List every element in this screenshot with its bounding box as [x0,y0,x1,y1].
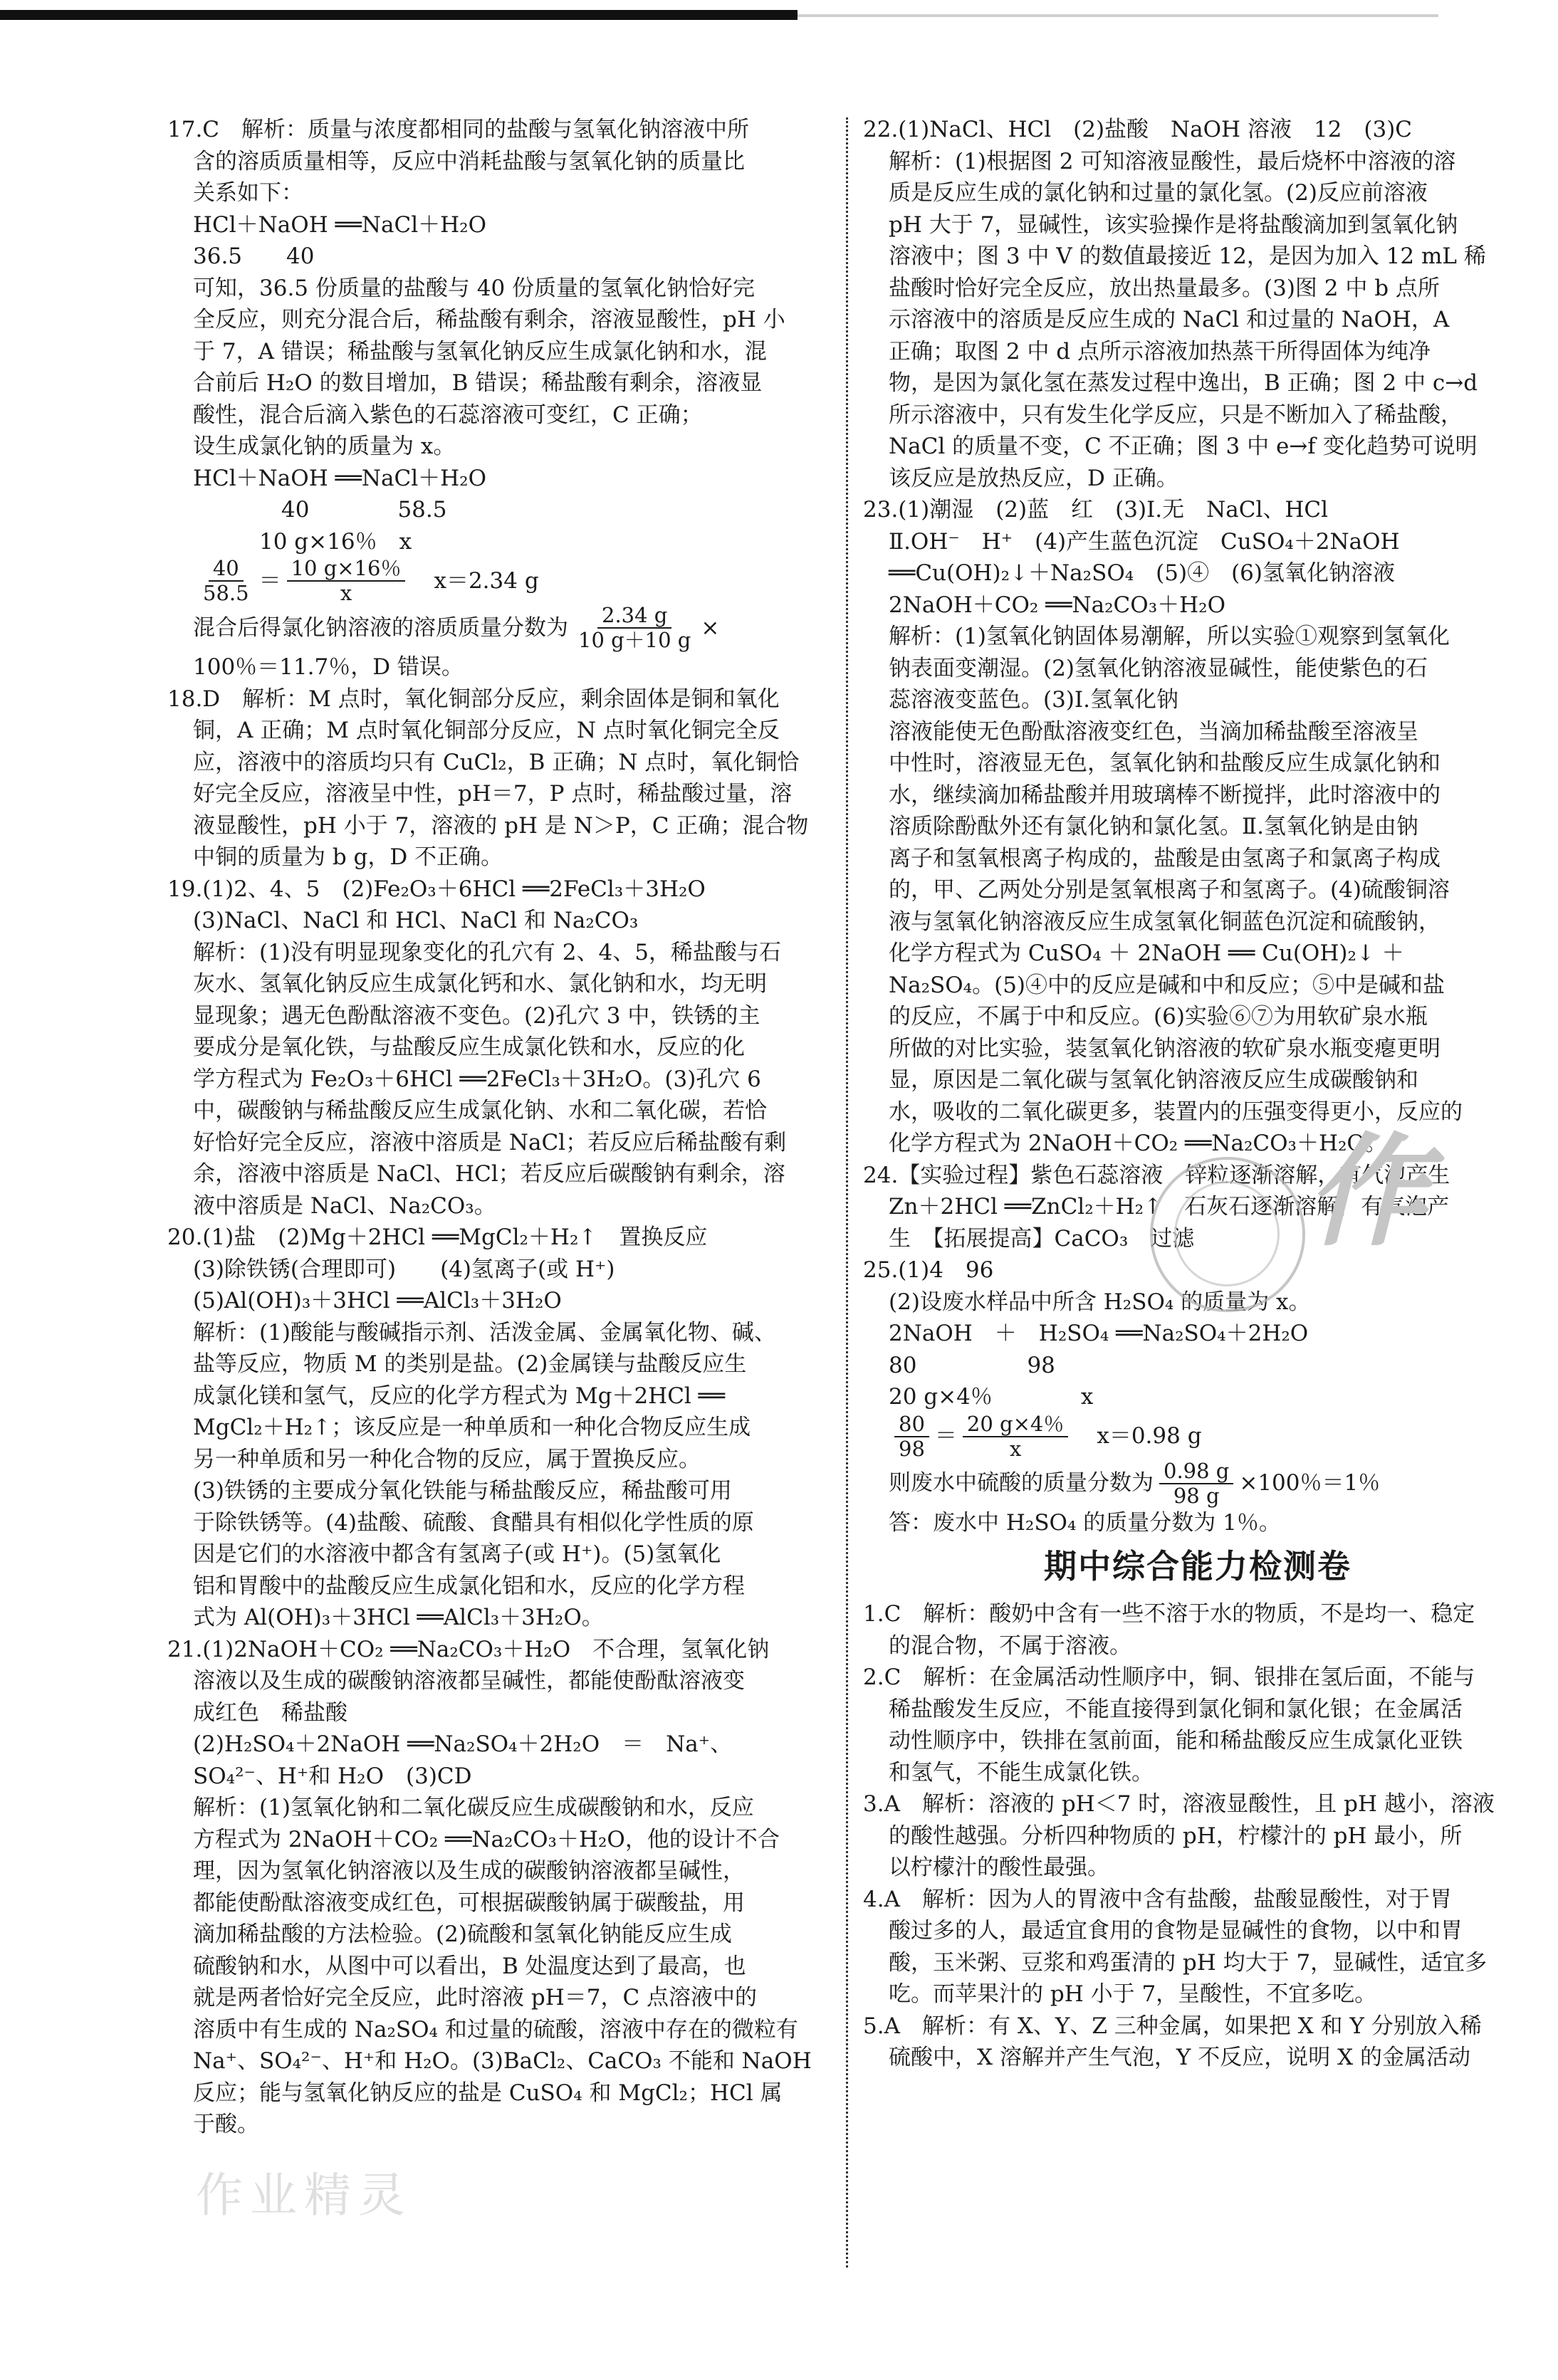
q19-line: 显现象；遇无色酚酞溶液不变色。(2)孔穴 3 中，铁锈的主 [193,1002,760,1029]
q22-line: 物，是因为氯化氢在蒸发过程中逸出，B 正确；图 2 中 c→d [889,370,1478,396]
watermark-seal-icon [1150,1157,1305,1312]
q17-line: 含的溶质质量相等，反应中消耗盐酸与氢氧化钠的质量比 [193,148,745,174]
q17-equation: HCl＋NaOH ══NaCl＋H₂O [193,465,487,491]
q20-line: MgCl₂＋H₂↑；该反应是一种单质和一种化合物反应生成 [193,1415,751,1440]
q17-line: 合前后 H₂O 的数目增加，B 错误；稀盐酸有剩余，溶液显 [193,370,763,396]
q17-line: 36.5 40 [193,243,315,269]
q23-line: 水，继续滴加稀盐酸并用玻璃棒不断搅拌，此时溶液中的 [889,782,1441,808]
fraction [963,1412,1068,1461]
equals-sign: ＝ [258,567,281,594]
exam-q3-line: 以柠檬汁的酸性最强。 [889,1855,1109,1880]
q23-line: 钠表面变潮湿。(2)氢氧化钠溶液显碱性，能使紫色的石 [889,655,1428,681]
q19-line: 中，碳酸钠与稀盐酸反应生成氯化钠、水和二氧化碳，若恰 [193,1098,767,1123]
q22-line: 示溶液中的溶质是反应生成的 NaCl 和过量的 NaOH，A [889,307,1450,332]
q23-line: 的反应，不属于中和反应。(6)实验⑥⑦为用软矿泉水瓶 [889,1004,1428,1029]
q21-line: 21.(1)2NaOH＋CO₂ ══Na₂CO₃＋H₂O 不合理，氢氧化钠 [167,1636,770,1662]
q23-line: 所做的对比实验，装氢氧化钠溶液的软矿泉水瓶变瘪更明 [889,1035,1441,1061]
exam-q2-line: 稀盐酸发生反应，不能直接得到氯化铜和氯化银；在金属活 [889,1696,1463,1722]
q20-line: 盐等反应，物质 M 的类别是盐。(2)金属镁与盐酸反应生 [193,1351,747,1377]
q17-line: 17.C 解析：质量与浓度都相同的盐酸与氢氧化钠溶液中所 [167,117,750,142]
q18-line: 铜，A 正确；M 点时氧化铜部分反应，N 点时氧化铜完全反 [193,718,780,743]
q21-line: (2)H₂SO₄＋2NaOH ══Na₂SO₄＋2H₂O ＝ Na⁺、 [193,1731,733,1757]
q20-line: (3)铁锈的主要成分氧化铁能与稀盐酸反应，稀盐酸可用 [193,1478,732,1504]
fraction-numerator: 2.34 g [597,604,671,629]
q19-line: 余，溶液中溶质是 NaCl、HCl；若反应后碳酸钠有剩余，溶 [193,1161,785,1187]
result-text: x＝2.34 g [434,567,539,594]
q20-line: 另一种单质和另一种化合物的反应，属于置换反应。 [193,1446,701,1472]
top-border-thick [0,10,798,20]
q22-line: 盐酸时恰好完全反应，放出热量最多。(3)图 2 中 b 点所 [889,275,1440,301]
q19-line: 灰水、氢氧化钠反应生成氯化钙和水、氯化钠和水，均无明 [193,971,767,997]
q25-line: 20 g×4％ x [889,1384,1094,1410]
q23-line: 化学方程式为 2NaOH＋CO₂ ══Na₂CO₃＋H₂O。 [889,1131,1387,1156]
exam-q2-line: 动性顺序中，铁排在氢前面，能和稀盐酸反应生成氯化亚铁 [889,1728,1463,1753]
q21-line: 理，因为氢氧化钠溶液以及生成的碳酸钠溶液都呈碱性， [193,1858,745,1884]
mass-fraction-row [863,1460,1532,1507]
mass-fraction-suffix: ×100％＝1％ [1239,1470,1381,1496]
fraction-numerator: 10 g×16％ [287,557,406,582]
q23-line: 溶液能使无色酚酞溶液变红色，当滴加稀盐酸至溶液呈 [889,718,1418,745]
column-divider [846,117,848,2268]
q23-line: 23.(1)潮湿 (2)蓝 红 (3)Ⅰ.无 NaCl、HCl [863,497,1329,523]
fraction [894,1412,929,1461]
exam-q3-line: 的酸性越强。分析四种物质的 pH，柠檬汁的 pH 最小，所 [889,1823,1463,1849]
fraction-denominator: x [1009,1436,1022,1461]
q24-line: Zn＋2HCl ══ZnCl₂＋H₂↑ 石灰石逐渐溶解，有气泡产 [889,1194,1450,1220]
right-column [863,114,1532,2074]
q25-line: (2)设废水样品中所含 H₂SO₄ 的质量为 x。 [889,1289,1311,1315]
q18-line: 液显酸性，pH 小于 7，溶液的 pH 是 N＞P，C 正确；混合物 [193,812,809,839]
q20-line: 因是它们的水溶液中都含有氢离子(或 H⁺)。(5)氢氧化 [193,1541,721,1567]
fraction-denominator: x [340,581,352,605]
q23-line: 中性时，溶液显无色，氢氧化钠和盐酸反应生成氯化钠和 [889,750,1441,776]
proportion-row [863,1413,1532,1460]
q19-line: 学方程式为 Fe₂O₃＋6HCl ══2FeCl₃＋3H₂O。(3)孔穴 6 [193,1066,761,1092]
fraction [1159,1459,1233,1508]
exam-q4-line: 吃。而苹果汁的 pH 小于 7，呈酸性，不宜多吃。 [889,1981,1377,2007]
exam-q1-line: 的混合物，不属于溶液。 [889,1632,1131,1659]
q22-line: 所示溶液中，只有发生化学反应，只是不断加入了稀盐酸， [889,402,1463,428]
exam-q1-line: 1.C 解析：酸奶中含有一些不溶于水的物质，不是均一、稳定 [863,1601,1475,1627]
q23-line: Ⅱ.OH⁻ H⁺ (4)产生蓝色沉淀 CuSO₄＋2NaOH [889,528,1400,555]
q21-line: 溶液以及生成的碳酸钠溶液都呈碱性，都能使酚酞溶液变 [193,1668,745,1694]
q20-line: (5)Al(OH)₃＋3HCl ══AlCl₃＋3H₂O [193,1288,562,1314]
q24-line: 生 【拓展提高】CaCO₃ 过滤 [889,1225,1195,1252]
q17-line: 可知，36.5 份质量的盐酸与 40 份质量的氢氧化钠恰好完 [193,275,756,301]
q20-line: 铝和胃酸中的盐酸反应生成氯化铝和水，反应的化学方程 [193,1573,745,1599]
q23-line: 溶质除酚酞外还有氯化钠和氯化氢。Ⅱ.氢氧化钠是由钠 [889,814,1418,839]
q19-line: 要成分是氧化铁，与盐酸反应生成氯化铁和水，反应的化 [193,1034,745,1060]
q25-answer: 答：废水中 H₂SO₄ 的质量分数为 1％。 [889,1509,1281,1536]
q21-line: 反应；能与氢氧化钠反应的盐是 CuSO₄ 和 MgCl₂；HCl 属 [193,2080,783,2106]
exam-q3-line: 3.A 解析：溶液的 pH＜7 时，溶液显酸性，且 pH 越小，溶液 [863,1791,1495,1817]
q17-line: 酸性，混合后滴入紫色的石蕊溶液可变红，C 正确； [193,402,703,428]
q21-line: 方程式为 2NaOH＋CO₂ ══Na₂CO₃＋H₂O，他的设计不合 [193,1826,780,1852]
result-text: x＝0.98 g [1097,1423,1202,1450]
q21-line: 滴加稀盐酸的方法检验。(2)硫酸和氢氧化钠能反应生成 [193,1922,732,1947]
fraction [287,557,406,605]
q23-line: 显，原因是二氧化碳与氢氧化钠溶液反应生成碳酸钠和 [889,1067,1418,1093]
equals-sign: ＝ [934,1423,957,1450]
times-sign: × [701,614,720,641]
exam-q2-line: 和氢气，不能生成氯化铁。 [889,1759,1154,1786]
fraction-denominator: 58.5 [203,581,249,605]
exam-q4-line: 酸，玉米粥、豆浆和鸡蛋清的 pH 均大于 7，显碱性，适宜多 [889,1949,1488,1976]
q21-line: 硫酸钠和水，从图中可以看出，B 处温度达到了最高，也 [193,1953,746,1979]
q22-line: 质是反应生成的氯化钠和过量的氯化氢。(2)反应前溶液 [889,180,1428,206]
exam-q5-line: 硫酸中，X 溶解并产生气泡，Y 不反应，说明 X 的金属活动 [889,2045,1471,2070]
left-column [167,114,830,2141]
q21-line: 于酸。 [193,2112,259,2137]
mass-fraction-text: 混合后得氯化钠溶液的溶质质量分数为 [193,614,568,641]
q18-line: 中铜的质量为 b g，D 不正确。 [193,844,503,870]
q18-line: 好完全反应，溶液呈中性，pH＝7，P 点时，稀盐酸过量，溶 [193,781,793,807]
q25-line: 80 98 [889,1352,1055,1378]
q23-line: 解析：(1)氢氧化钠固体易潮解，所以实验①观察到氢氧化 [889,624,1450,649]
q19-line: (3)NaCl、NaCl 和 HCl、NaCl 和 Na₂CO₃ [193,908,639,933]
q21-line: Na⁺、SO₄²⁻、H⁺和 H₂O。(3)BaCl₂、CaCO₃ 不能和 NaOH [193,2048,812,2074]
q17-line: 10 g×16％ x [193,528,412,555]
q17-equation: HCl＋NaOH ══NaCl＋H₂O [193,211,487,238]
q22-line: pH 大于 7，显碱性，该实验操作是将盐酸滴加到氢氧化钠 [889,211,1458,238]
q23-line: 化学方程式为 CuSO₄ ＋ 2NaOH ══ Cu(OH)₂↓ ＋ [889,940,1404,966]
q17-line: 40 58.5 [193,497,447,523]
watermark-text: 作业精灵 [196,2168,412,2223]
q23-line: 2NaOH＋CO₂ ══Na₂CO₃＋H₂O [889,592,1225,618]
q17-line: 设生成氯化钠的质量为 x。 [193,434,456,459]
fraction-numerator: 40 [209,557,244,582]
q18-line: 18.D 解析：M 点时，氧化铜部分反应，剩余固体是铜和氧化 [167,686,780,712]
fraction-numerator: 80 [894,1412,929,1437]
fraction-denominator: 98 g [1173,1483,1220,1508]
top-border [0,0,1558,21]
q21-line: 解析：(1)氢氧化钠和二氧化碳反应生成碳酸钠和水，反应 [193,1795,754,1820]
q21-line: SO₄²⁻、H⁺和 H₂O (3)CD [193,1763,472,1789]
fraction [574,604,695,652]
exam-q4-line: 4.A 解析：因为人的胃液中含有盐酸，盐酸显酸性，对于胃 [863,1886,1452,1912]
q19-line: 好恰好完全反应，溶液中溶质是 NaCl；若反应后稀盐酸有剩 [193,1129,787,1155]
q21-line: 溶质中有生成的 Na₂SO₄ 和过量的硫酸，溶液中存在的微粒有 [193,2016,798,2043]
q17-line: 关系如下： [193,180,303,206]
q25-line: 25.(1)4 96 [863,1257,994,1283]
q18-line: 应，溶液中的溶质均只有 CuCl₂，B 正确；N 点时，氧化铜恰 [193,749,800,775]
q22-line: NaCl 的质量不变，C 不正确；图 3 中 e→f 变化趋势可说明 [889,434,1478,459]
q23-line: 液与氢氧化钠溶液反应生成氢氧化铜蓝色沉淀和硫酸钠， [889,908,1441,935]
q20-line: 成氯化镁和氢气，反应的化学方程式为 Mg＋2HCl ══ [193,1383,726,1409]
fraction-numerator: 0.98 g [1159,1459,1233,1484]
q19-line: 19.(1)2、4、5 (2)Fe₂O₃＋6HCl ══2FeCl₃＋3H₂O [167,876,706,902]
q20-line: (3)除铁锈(合理即可) (4)氢离子(或 H⁺) [193,1256,615,1282]
q22-line: 该反应是放热反应，D 正确。 [889,465,1178,491]
watermark-seal-char: 作 [1307,1122,1428,1263]
q17-line: 全反应，则充分混合后，稀盐酸有剩余，溶液显酸性，pH 小 [193,307,785,332]
proportion-row [167,557,830,604]
fraction-denominator: 98 [899,1436,925,1461]
q23-line: 水，吸收的二氧化碳更多，装置内的压强变得更小，反应的 [889,1099,1463,1125]
exam-q2-line: 2.C 解析：在金属活动性顺序中，铜、银排在氢后面，不能与 [863,1665,1475,1690]
q23-line: 的，甲、乙两处分别是氢氧根离子和氢离子。(4)硫酸铜溶 [889,877,1450,903]
top-border-thin [798,14,1438,17]
q21-line: 都能使酚酞溶液变成红色，可根据碳酸钠属于碳酸盐，用 [193,1889,745,1916]
q21-line: 就是两者恰好完全反应，此时溶液 pH＝7，C 点溶液中的 [193,1985,758,2011]
q20-line: 式为 Al(OH)₃＋3HCl ══AlCl₃＋3H₂O。 [193,1605,604,1630]
q19-line: 解析：(1)没有明显现象变化的孔穴有 2、4、5，稀盐酸与石 [193,939,781,965]
fraction-denominator: 10 g＋10 g [578,628,691,652]
q22-line: 正确；取图 2 中 d 点所示溶液加热蒸干所得固体为纯净 [889,338,1431,365]
q20-line: 于除铁锈等。(4)盐酸、硫酸、食醋具有相似化学性质的原 [193,1509,754,1536]
exam-q4-line: 酸过多的人，最适宜食用的食物是显碱性的食物，以中和胃 [889,1918,1463,1944]
q25-equation: 2NaOH ＋ H₂SO₄ ══Na₂SO₄＋2H₂O [889,1321,1309,1346]
mass-fraction-text: 则废水中硫酸的质量分数为 [889,1470,1154,1496]
q22-line: 溶液中；图 3 中 V 的数值最接近 12，是因为加入 12 mL 稀 [889,243,1486,269]
q20-line: 20.(1)盐 (2)Mg＋2HCl ══MgCl₂＋H₂↑ 置换反应 [167,1225,708,1250]
section-title: 期中综合能力检测卷 [1044,1547,1352,1585]
q20-line: 解析：(1)酸能与酸碱指示剂、活泼金属、金属氧化物、碱、 [193,1319,776,1346]
q22-line: 解析：(1)根据图 2 可知溶液显酸性，最后烧杯中溶液的溶 [889,148,1456,174]
fraction [199,557,253,605]
q23-line: 离子和氢氧根离子构成的，盐酸是由氢离子和氯离子构成 [889,845,1441,871]
q19-line: 液中溶质是 NaCl、Na₂CO₃。 [193,1192,496,1219]
q24-line: 24.【实验过程】紫色石蕊溶液 锌粒逐渐溶解，有气泡产生 [863,1162,1450,1188]
q21-line: 成红色 稀盐酸 [193,1699,347,1726]
q23-line: Na₂SO₄。(5)④中的反应是碱和中和反应；⑤中是碱和盐 [889,972,1445,998]
mass-fraction-row [167,604,830,651]
fraction-numerator: 20 g×4％ [963,1412,1068,1437]
exam-q5-line: 5.A 解析：有 X、Y、Z 三种金属，如果把 X 和 Y 分别放入稀 [863,2013,1482,2039]
q17-line: 于 7，A 错误；稀盐酸与氢氧化钠反应生成氯化钠和水，混 [193,338,767,365]
q22-line: 22.(1)NaCl、HCl (2)盐酸 NaOH 溶液 12 (3)C [863,117,1413,142]
q17-line: 100％＝11.7％，D 错误。 [193,654,464,680]
q23-line: 蕊溶液变蓝色。(3)Ⅰ.氢氧化钠 [889,687,1179,713]
q23-line: ══Cu(OH)₂↓＋Na₂SO₄ (5)④ (6)氢氧化钠溶液 [889,560,1395,586]
